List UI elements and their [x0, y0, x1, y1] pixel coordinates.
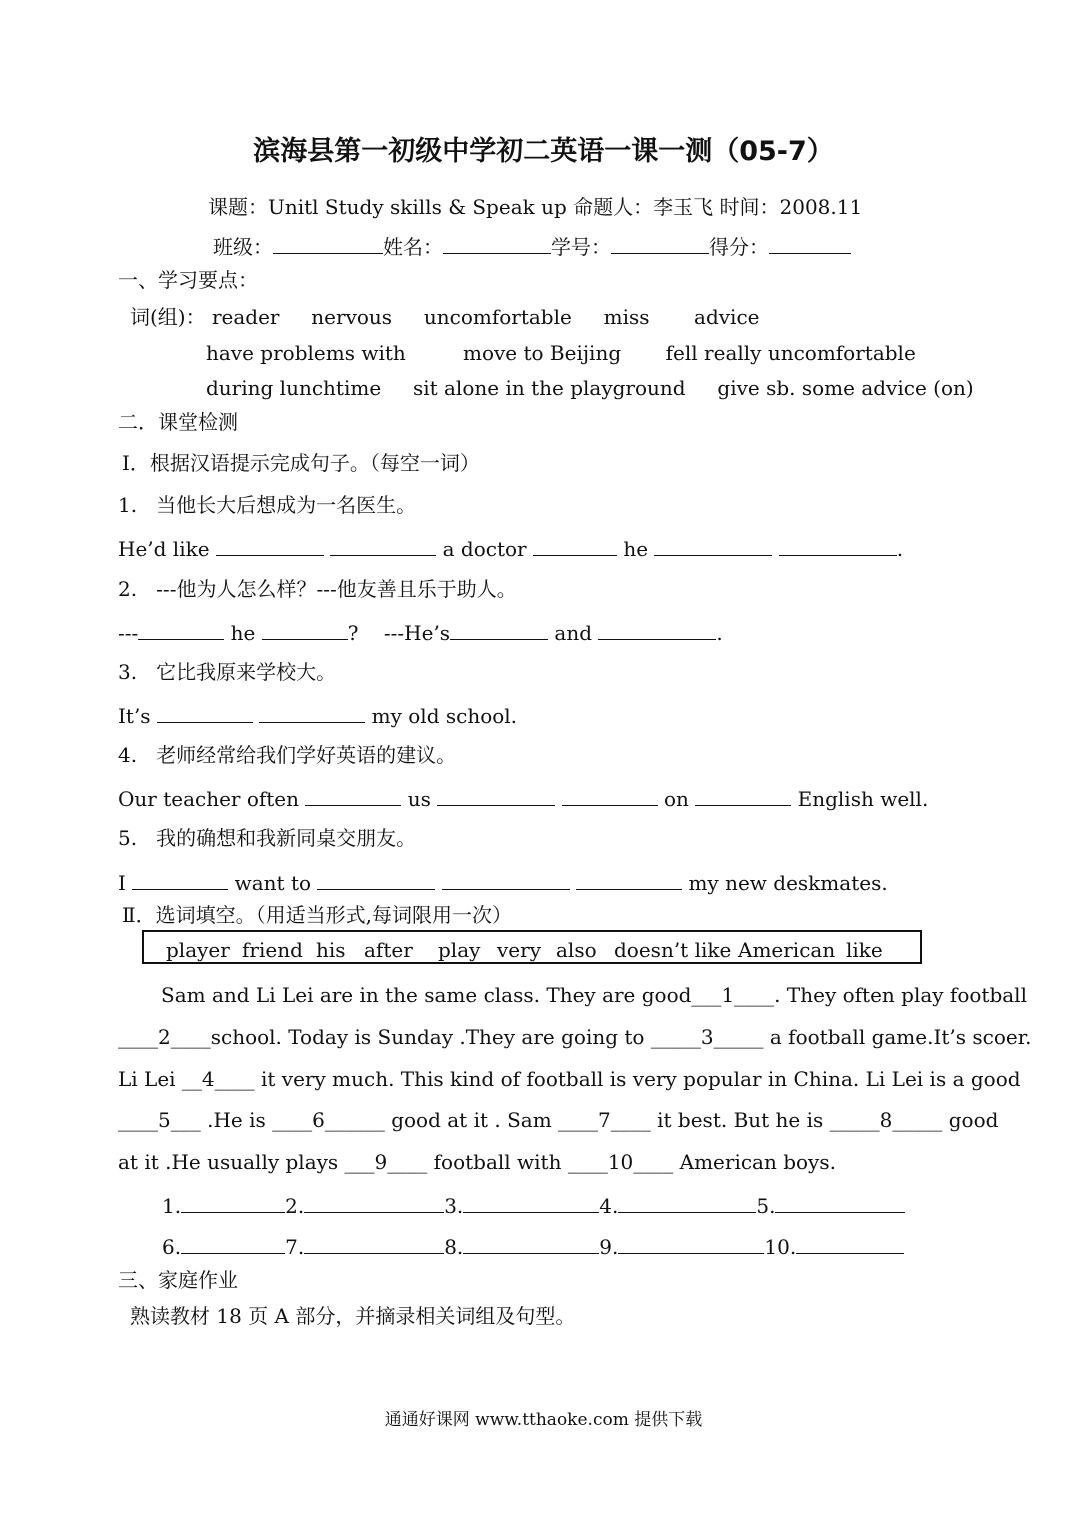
word-bank-item: doesn’t like	[614, 938, 732, 962]
answer-blank[interactable]	[216, 535, 324, 556]
section2-heading: 二．课堂检测	[118, 410, 238, 434]
name-label: 姓名：	[383, 235, 443, 259]
number-label: 学号：	[551, 235, 611, 259]
answer-blank[interactable]	[779, 535, 897, 556]
passage-line-2: ____2____school. Today is Sunday .They are going to _____3_____ a football game.It’s scoer.	[118, 1025, 1032, 1049]
answer-blank[interactable]	[618, 1192, 756, 1213]
word-bank-item: after	[364, 938, 413, 962]
number-blank[interactable]	[611, 233, 709, 254]
word-bank-item: play	[438, 938, 481, 962]
score-blank[interactable]	[769, 233, 851, 254]
answer-blank[interactable]	[576, 869, 682, 890]
word-bank-item: also	[556, 938, 597, 962]
question-2-cn: 2. ---他为人怎么样？---他友善且乐于助人。	[118, 577, 517, 601]
answer-row-1: 1. 2. 3. 4. 5.	[162, 1192, 905, 1218]
part2-heading: Ⅱ．选词填空。（用适当形式,每词限用一次）	[122, 903, 512, 927]
vocab-item: sit alone in the playground	[412, 376, 686, 400]
vocab-item: fell really uncomfortable	[665, 341, 916, 365]
answer-blank[interactable]	[259, 702, 365, 723]
answer-blank[interactable]	[562, 785, 658, 806]
vocab-row-2	[206, 341, 916, 365]
answer-blank[interactable]	[330, 535, 436, 556]
question-5-cn: 5. 我的确想和我新同桌交朋友。	[118, 826, 417, 850]
question-5-en: I want to my new deskmates.	[118, 871, 888, 895]
passage-line-4: ____5___ .He is ____6______ good at it . Sam ____7____ it best. But he is _____8_____ good	[118, 1108, 999, 1132]
answer-blank[interactable]	[304, 1233, 444, 1254]
answer-blank[interactable]	[618, 1233, 764, 1254]
passage-line-1: Sam and Li Lei are in the same class. They are good___1____. They often play football	[161, 983, 1027, 1007]
answer-blank[interactable]	[305, 785, 401, 806]
class-label: 班级：	[213, 235, 273, 259]
section3-heading: 三、家庭作业	[118, 1268, 238, 1292]
question-3-en: It’s my old school.	[118, 704, 518, 728]
word-bank-item: player	[166, 938, 230, 962]
vocab-item: uncomfortable	[423, 305, 572, 329]
answer-blank[interactable]	[450, 619, 548, 640]
answer-blank[interactable]	[533, 535, 617, 556]
answer-blank[interactable]	[304, 1192, 444, 1213]
vocab-item: reader	[211, 305, 280, 329]
page-title: 滨海县第一初级中学初二英语一课一测（05-7）	[253, 136, 834, 167]
answer-blank[interactable]	[775, 1192, 905, 1213]
subject-line: 课题：Unitl Study skills & Speak up 命题人：李玉飞 时间：2008.11	[208, 195, 863, 219]
vocab-row-3	[206, 376, 974, 400]
score-label: 得分：	[709, 235, 769, 259]
question-4-en: Our teacher often us on English well.	[118, 787, 929, 811]
class-blank[interactable]	[273, 233, 383, 254]
word-bank-item: like	[846, 938, 883, 962]
answer-blank[interactable]	[157, 702, 253, 723]
vocab-item: move to Beijing	[462, 341, 622, 365]
question-3-cn: 3. 它比我原来学校大。	[118, 660, 337, 684]
vocab-label: 词(组)：	[130, 305, 206, 329]
answer-blank[interactable]	[437, 785, 555, 806]
answer-blank[interactable]	[695, 785, 791, 806]
section1-heading: 一、学习要点：	[118, 268, 258, 292]
word-bank-item: friend	[242, 938, 303, 962]
answer-blank[interactable]	[181, 1233, 285, 1254]
student-info-row	[213, 233, 851, 259]
vocab-item: have problems with	[206, 341, 406, 365]
word-bank-item: American	[738, 938, 836, 962]
answer-blank[interactable]	[598, 619, 716, 640]
answer-blank[interactable]	[463, 1192, 599, 1213]
question-1-cn: 1. 当他长大后想成为一名医生。	[118, 493, 417, 517]
part1-heading: Ⅰ．根据汉语提示完成句子。（每空一词）	[122, 451, 480, 475]
vocab-item: miss	[603, 305, 650, 329]
passage-line-5: at it .He usually plays ___9____ football with ____10____ American boys.	[118, 1150, 836, 1174]
answer-blank[interactable]	[317, 869, 435, 890]
answer-row-2: 6. 7. 8. 9. 10.	[162, 1233, 904, 1259]
word-bank-item: his	[316, 938, 346, 962]
vocab-item: give sb. some advice (on)	[717, 376, 974, 400]
word-bank-item: very	[497, 938, 541, 962]
answer-blank[interactable]	[796, 1233, 904, 1254]
answer-blank[interactable]	[442, 869, 570, 890]
question-4-cn: 4. 老师经常给我们学好英语的建议。	[118, 743, 457, 767]
answer-blank[interactable]	[463, 1233, 599, 1254]
word-bank-box	[142, 930, 922, 964]
vocab-item: advice	[694, 305, 760, 329]
name-blank[interactable]	[443, 233, 551, 254]
answer-blank[interactable]	[132, 869, 228, 890]
vocab-item: during lunchtime	[206, 376, 382, 400]
passage-line-3: Li Lei __4____ it very much. This kind of football is very popular in China. Li Lei is a good	[118, 1067, 1021, 1091]
answer-blank[interactable]	[181, 1192, 285, 1213]
answer-blank[interactable]	[138, 619, 224, 640]
answer-blank[interactable]	[262, 619, 348, 640]
homework-text: 熟读教材 18 页 A 部分，并摘录相关词组及句型。	[130, 1304, 576, 1328]
vocab-item: nervous	[311, 305, 393, 329]
answer-blank[interactable]	[654, 535, 772, 556]
question-1-en: He’d like a doctor he .	[118, 537, 904, 561]
page-footer: 通通好课网 www.tthaoke.com 提供下载	[384, 1410, 703, 1430]
question-2-en: --- he ? ---He’s and .	[118, 621, 723, 645]
vocab-row-1	[130, 305, 760, 329]
